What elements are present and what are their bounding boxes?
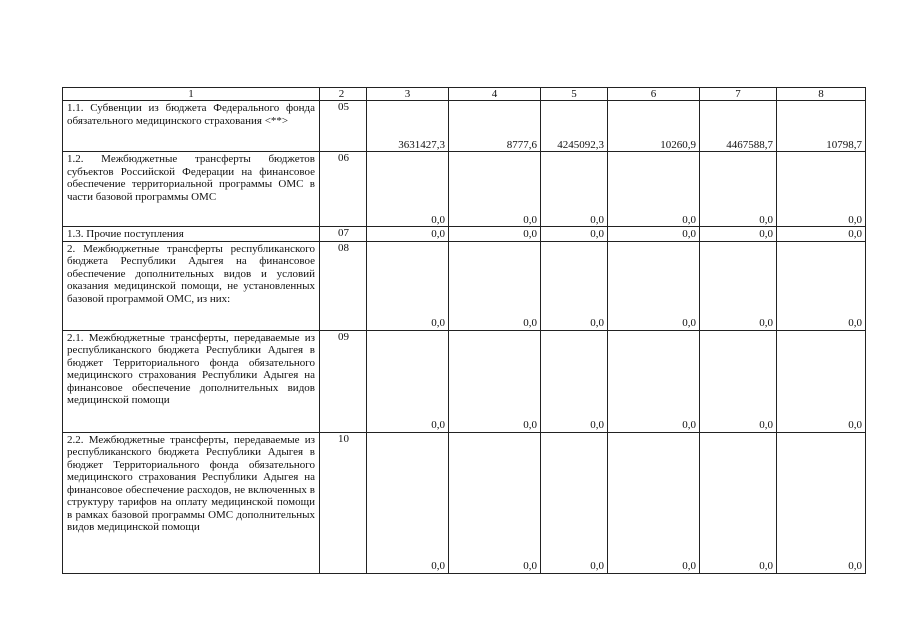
table-row <box>63 330 866 432</box>
table-cell: 0,0 <box>777 432 866 573</box>
table-cell: 0,0 <box>367 152 449 227</box>
table-cell: 0,0 <box>449 330 541 432</box>
table-row <box>63 241 866 330</box>
column-header: 2 <box>320 88 367 101</box>
column-header: 5 <box>541 88 608 101</box>
table-cell: 0,0 <box>367 227 449 242</box>
table-cell: 8777,6 <box>449 101 541 152</box>
column-header: 1 <box>63 88 320 101</box>
table-cell: 0,0 <box>777 241 866 330</box>
table-row <box>63 227 866 242</box>
table-cell: 0,0 <box>608 330 700 432</box>
table-cell: 0,0 <box>367 330 449 432</box>
column-header: 8 <box>777 88 866 101</box>
table-cell: 10798,7 <box>777 101 866 152</box>
table-cell: 0,0 <box>608 432 700 573</box>
row-name: 2. Межбюджетные трансферты республиканского бюджета Республики Адыгея на финансовое обеспечение дополнительных видов и условий оказания медицинской помощи, не установленных базовой программой ОМС, из них: <box>63 241 320 330</box>
table-cell: 4467588,7 <box>700 101 777 152</box>
table-cell: 0,0 <box>367 241 449 330</box>
column-header: 3 <box>367 88 449 101</box>
table-cell: 0,0 <box>777 227 866 242</box>
table-row <box>63 101 866 152</box>
table-cell: 0,0 <box>449 227 541 242</box>
row-name: 1.2. Межбюджетные трансферты бюджетов субъектов Российской Федерации на финансовое обеспечение территориальной программы ОМС в части базовой программы ОМС <box>63 152 320 227</box>
table-cell: 0,0 <box>541 152 608 227</box>
table-cell: 0,0 <box>700 432 777 573</box>
table-cell: 0,0 <box>777 152 866 227</box>
table-cell: 0,0 <box>608 227 700 242</box>
table-cell: 0,0 <box>367 432 449 573</box>
table-cell: 3631427,3 <box>367 101 449 152</box>
table-cell: 4245092,3 <box>541 101 608 152</box>
row-name: 1.3. Прочие поступления <box>63 227 320 242</box>
table-row <box>63 432 866 573</box>
table-cell: 0,0 <box>449 152 541 227</box>
table-cell: 0,0 <box>608 241 700 330</box>
row-code: 09 <box>320 330 367 432</box>
column-header: 7 <box>700 88 777 101</box>
table-cell: 0,0 <box>449 432 541 573</box>
row-code: 05 <box>320 101 367 152</box>
row-name: 1.1. Субвенции из бюджета Федерального фонда обязательного медицинского страхования <**> <box>63 101 320 152</box>
table-cell: 0,0 <box>700 241 777 330</box>
table-cell: 0,0 <box>541 330 608 432</box>
table-cell: 0,0 <box>608 152 700 227</box>
table-cell: 0,0 <box>700 152 777 227</box>
table-cell: 10260,9 <box>608 101 700 152</box>
table-cell: 0,0 <box>541 227 608 242</box>
table-row <box>63 152 866 227</box>
row-code: 06 <box>320 152 367 227</box>
column-header: 6 <box>608 88 700 101</box>
row-code: 07 <box>320 227 367 242</box>
table-cell: 0,0 <box>449 241 541 330</box>
table-header-row <box>63 88 866 101</box>
table-cell: 0,0 <box>777 330 866 432</box>
row-code: 08 <box>320 241 367 330</box>
row-name: 2.1. Межбюджетные трансферты, передаваемые из республиканского бюджета Республики Адыгея в бюджет Территориального фонда обязательного медицинского страхования Республики Адыгея на финансовое обеспечение дополнительных видов медицинской помощи <box>63 330 320 432</box>
row-code: 10 <box>320 432 367 573</box>
table-cell: 0,0 <box>700 330 777 432</box>
column-header: 4 <box>449 88 541 101</box>
table-cell: 0,0 <box>541 241 608 330</box>
table-cell: 0,0 <box>700 227 777 242</box>
table-cell: 0,0 <box>541 432 608 573</box>
budget-table <box>62 87 866 574</box>
row-name: 2.2. Межбюджетные трансферты, передаваемые из республиканского бюджета Республики Адыгея в бюджет Территориального фонда обязательного медицинского страхования Республики Адыгея на финансовое обеспечение расходов, не включенных в структуру тарифов на оплату медицинской помощи в рамках базовой программы ОМС дополнительных видов медицинской помощи <box>63 432 320 573</box>
